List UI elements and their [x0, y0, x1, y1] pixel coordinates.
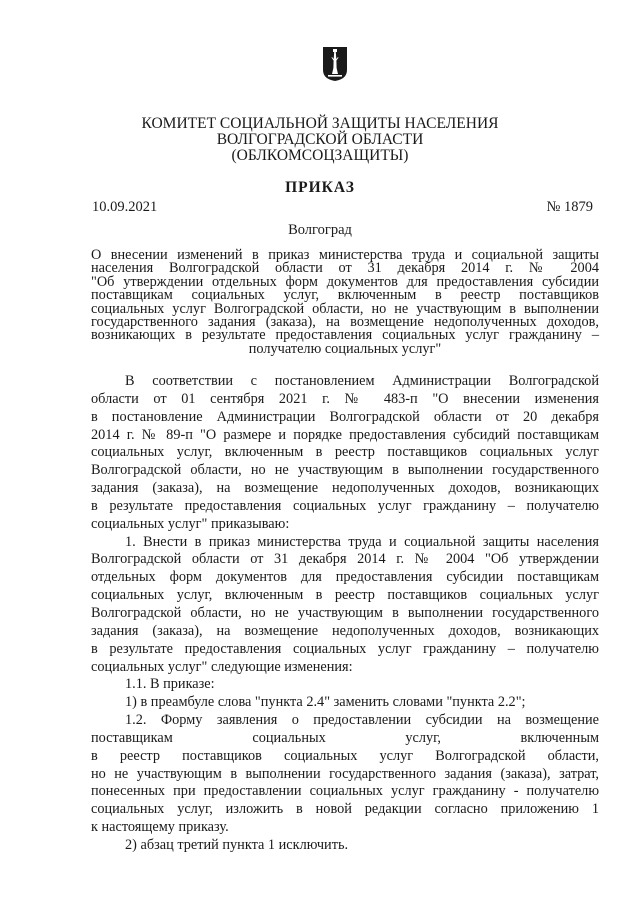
body-line: в постановление Администрации Волгоградской области от 20 декабря	[91, 408, 599, 425]
subject-line: О внесении изменений в приказ министерства труда и социальной защиты	[91, 247, 599, 263]
subject-line: социальных услуг Волгоградской области, но не участвующим в выполнении	[91, 300, 599, 317]
body-line: отдельных форм документов для предоставления субсидии поставщикам	[91, 569, 599, 586]
org-name-line-1: КОМИТЕТ СОЦИАЛЬНОЙ ЗАЩИТЫ НАСЕЛЕНИЯ	[141, 115, 499, 132]
org-name-line-2: ВОЛГОГРАДСКОЙ ОБЛАСТИ	[216, 131, 424, 148]
body-line: 1.2. Форму заявления о предоставлении субсидии на возмещение	[125, 712, 599, 729]
document-number: № 1879	[546, 199, 593, 215]
org-name-line-3: (ОБЛКОМСОЦЗАЩИТЫ)	[231, 147, 409, 164]
subject-line: "Об утверждении отдельных форм документов для предоставления субсидии	[91, 273, 599, 290]
body-line: понесенных при предоставлении социальных услуг гражданину - получателю	[91, 783, 599, 800]
body-line: 1) в преамбуле слова "пункта 2.4" заменить словами "пункта 2.2";	[125, 694, 526, 711]
subject-line: государственного задания (заказа), на возмещение недополученных доходов,	[91, 314, 599, 331]
body-line: Волгоградской области от 31 декабря 2014 г. № 2004 "Об утверждении	[91, 551, 599, 568]
body-line: В соответствии с постановлением Администрации Волгоградской	[125, 373, 599, 389]
body-line: задания (заказа), на возмещение недополученных доходов, возникающих	[91, 480, 599, 497]
body-line: социальных услуг, изложить в новой редакции согласно приложению 1	[91, 801, 599, 818]
body-line: в реестр поставщиков социальных услуг Волгоградской области,	[91, 747, 599, 764]
body-line: 1. Внести в приказ министерства труда и социальной защиты населения	[125, 533, 599, 550]
body-line: области от 01 сентября 2021 г. № 483-п "О внесении изменения	[91, 390, 599, 407]
body-line: к настоящему приказу.	[91, 819, 229, 836]
document-city: Волгоград	[288, 222, 352, 238]
body-line: в результате предоставления социальных услуг гражданину – получателю	[91, 640, 599, 657]
document-body	[91, 373, 599, 855]
document-date: 10.09.2021	[92, 199, 158, 215]
body-line: Волгоградской области, но не участвующим в выполнении государственного	[91, 604, 599, 621]
body-line: социальных услуг, включенным в реестр поставщиков социальных услуг	[91, 587, 599, 604]
body-line: социальных услуг" следующие изменения:	[91, 658, 353, 675]
body-line: задания (заказа), на возмещение недополученных доходов, возникающих	[91, 622, 599, 639]
body-line: 2) абзац третий пункта 1 исключить.	[125, 836, 349, 853]
document-type: ПРИКАЗ	[285, 179, 355, 196]
document-subject	[91, 249, 599, 356]
body-line: поставщикам социальных услуг, включенным	[91, 729, 599, 746]
subject-line: получателю социальных услуг"	[248, 340, 442, 357]
body-line: Волгоградской области, но не участвующим в выполнении государственного	[91, 462, 599, 479]
body-line: 1.1. В приказе:	[125, 676, 215, 693]
subject-line: населения Волгоградской области от 31 декабря 2014 г. № 2004	[91, 260, 599, 277]
body-line: социальных услуг" приказываю:	[91, 515, 290, 532]
volgograd-coat-of-arms-icon	[322, 46, 348, 82]
subject-line: поставщикам социальных услуг, включенным в реестр поставщиков	[91, 287, 599, 304]
body-line: но не участвующим в выполнении государственного задания (заказа), затрат,	[91, 765, 599, 782]
body-line: социальных услуг, включенным в реестр поставщиков социальных услуг	[91, 444, 599, 461]
body-line: 2014 г. № 89-п "О размере и порядке предоставления субсидий поставщикам	[91, 426, 599, 443]
subject-line: возникающих в результате предоставления социальных услуг гражданину –	[91, 327, 599, 344]
body-line: в результате предоставления социальных услуг гражданину – получателю	[91, 497, 599, 514]
